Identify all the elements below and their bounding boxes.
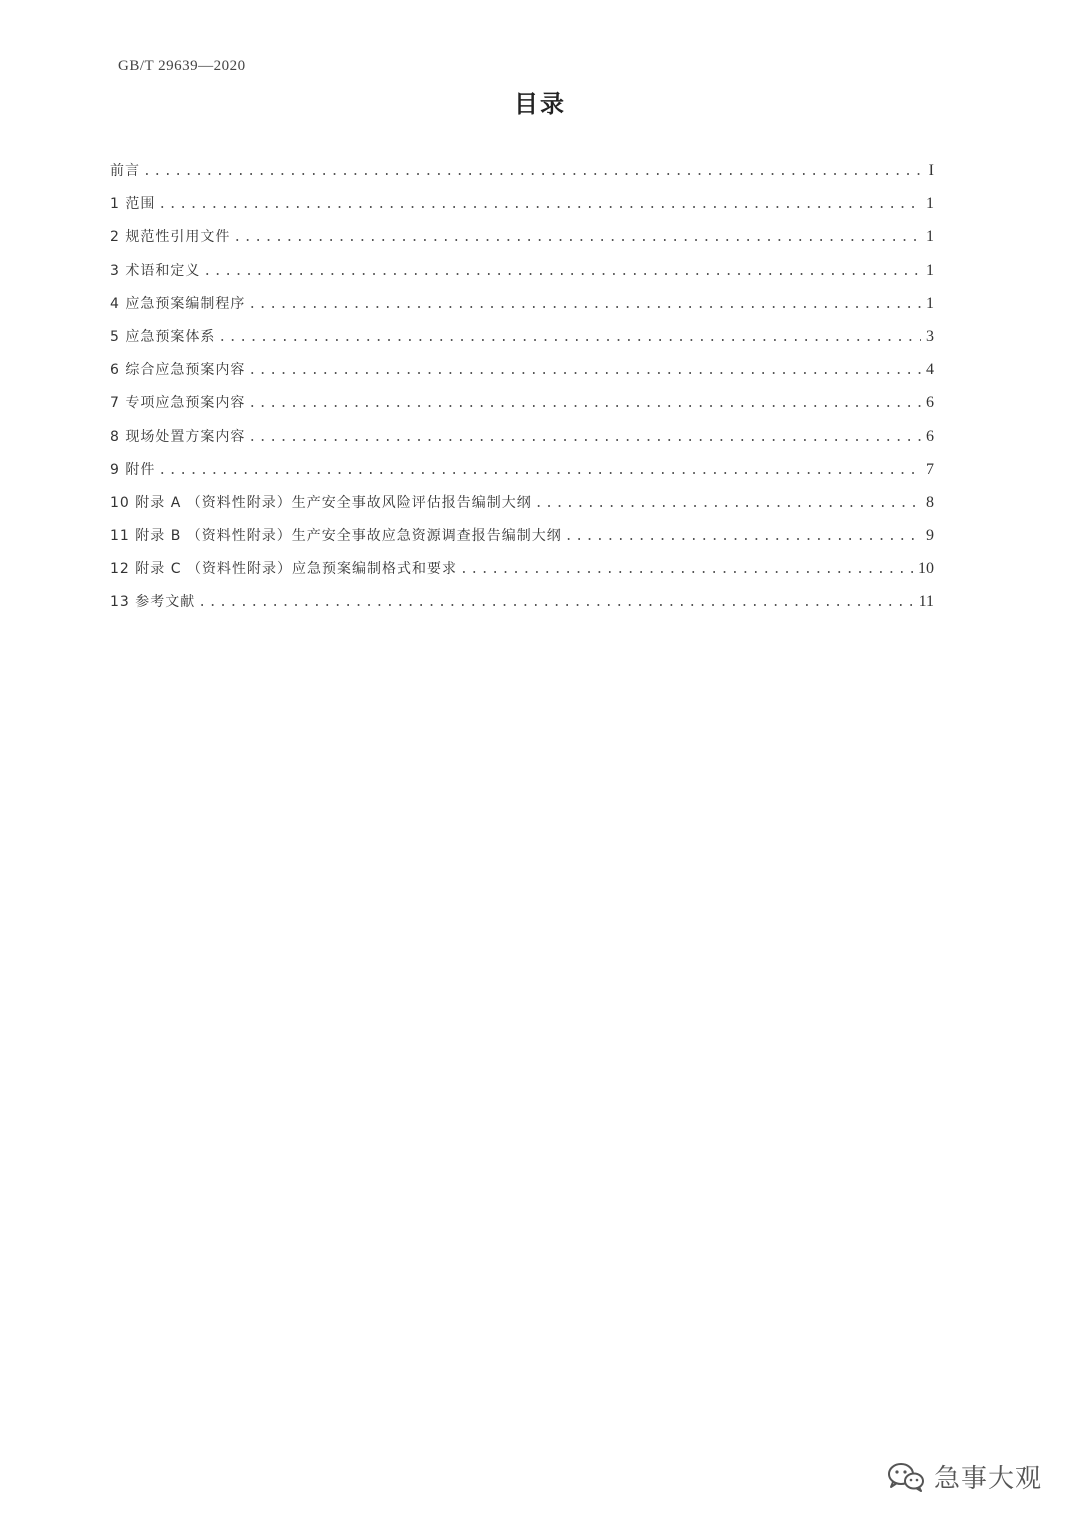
toc-leader-dots bbox=[565, 529, 921, 544]
toc-entry-page: I bbox=[928, 162, 934, 179]
toc-leader-dots bbox=[203, 264, 921, 279]
toc-entry-label: 4 应急预案编制程序 bbox=[110, 295, 246, 312]
toc-entry-8[interactable] bbox=[110, 426, 934, 459]
toc-leader-dots bbox=[460, 562, 915, 577]
toc-entry-label: 6 综合应急预案内容 bbox=[110, 362, 246, 379]
toc-entry-label: 9 附件 bbox=[110, 461, 156, 478]
toc-entry-page: 6 bbox=[926, 427, 934, 445]
toc-entry-12[interactable] bbox=[110, 558, 934, 591]
page-title: 目录 bbox=[514, 90, 566, 118]
toc-entry-1[interactable] bbox=[110, 193, 934, 226]
toc-entry-label: 前言 bbox=[110, 163, 140, 179]
toc-leader-dots bbox=[248, 430, 921, 445]
toc-entry-11[interactable] bbox=[110, 525, 934, 558]
toc-entry-10[interactable] bbox=[110, 492, 934, 525]
toc-entry-4[interactable] bbox=[110, 293, 934, 326]
toc-entry-label: 5 应急预案体系 bbox=[110, 328, 216, 345]
toc-entry-5[interactable] bbox=[110, 326, 934, 359]
toc-entry-3[interactable] bbox=[110, 260, 934, 293]
toc-entry-page: 11 bbox=[918, 593, 934, 611]
toc-entry-page: 3 bbox=[926, 327, 934, 345]
toc-entry-label: 8 现场处置方案内容 bbox=[110, 428, 246, 445]
toc-entry-9[interactable] bbox=[110, 459, 934, 492]
toc-entry-page: 10 bbox=[918, 560, 934, 578]
toc-entry-page: 1 bbox=[926, 294, 934, 312]
toc-entry-label: 12 附录 C （资料性附录）应急预案编制格式和要求 bbox=[110, 561, 457, 578]
toc-leader-dots bbox=[248, 297, 921, 312]
toc-entry-2[interactable] bbox=[110, 226, 934, 259]
toc-leader-dots bbox=[248, 363, 921, 378]
toc-entry-7[interactable] bbox=[110, 392, 934, 425]
toc-entry-label: 13 参考文献 bbox=[110, 594, 196, 611]
toc-entry-page: 1 bbox=[926, 261, 934, 279]
toc-entry-13[interactable] bbox=[110, 591, 934, 624]
toc-leader-dots bbox=[218, 330, 921, 345]
toc-leader-dots bbox=[158, 463, 921, 478]
toc-leader-dots bbox=[535, 496, 921, 511]
toc-entry-page: 9 bbox=[926, 527, 934, 545]
table-of-contents bbox=[110, 160, 934, 625]
toc-entry-label: 3 术语和定义 bbox=[110, 262, 201, 279]
toc-entry-label: 10 附录 A （资料性附录）生产安全事故风险评估报告编制大纲 bbox=[110, 494, 532, 511]
toc-entry-page: 1 bbox=[926, 195, 934, 213]
toc-entry-label: 7 专项应急预案内容 bbox=[110, 395, 246, 412]
watermark-text: 急事大观 bbox=[933, 1464, 1042, 1494]
toc-entry-preface[interactable] bbox=[110, 160, 934, 193]
wechat-icon bbox=[886, 1462, 926, 1492]
toc-leader-dots bbox=[198, 595, 915, 610]
toc-leader-dots bbox=[158, 197, 921, 212]
toc-leader-dots bbox=[143, 164, 921, 179]
toc-entry-page: 8 bbox=[926, 493, 934, 511]
toc-entry-page: 1 bbox=[926, 228, 934, 246]
toc-entry-page: 7 bbox=[926, 460, 934, 478]
document-code: GB/T 29639—2020 bbox=[118, 58, 246, 74]
watermark bbox=[886, 1458, 1042, 1495]
toc-entry-label: 1 范围 bbox=[110, 196, 156, 213]
toc-leader-dots bbox=[233, 230, 921, 245]
toc-entry-page: 6 bbox=[926, 394, 934, 412]
toc-entry-6[interactable] bbox=[110, 359, 934, 392]
toc-entry-page: 4 bbox=[926, 361, 934, 379]
toc-entry-label: 11 附录 B （资料性附录）生产安全事故应急资源调查报告编制大纲 bbox=[110, 528, 562, 545]
toc-entry-label: 2 规范性引用文件 bbox=[110, 229, 231, 246]
toc-leader-dots bbox=[248, 396, 921, 411]
